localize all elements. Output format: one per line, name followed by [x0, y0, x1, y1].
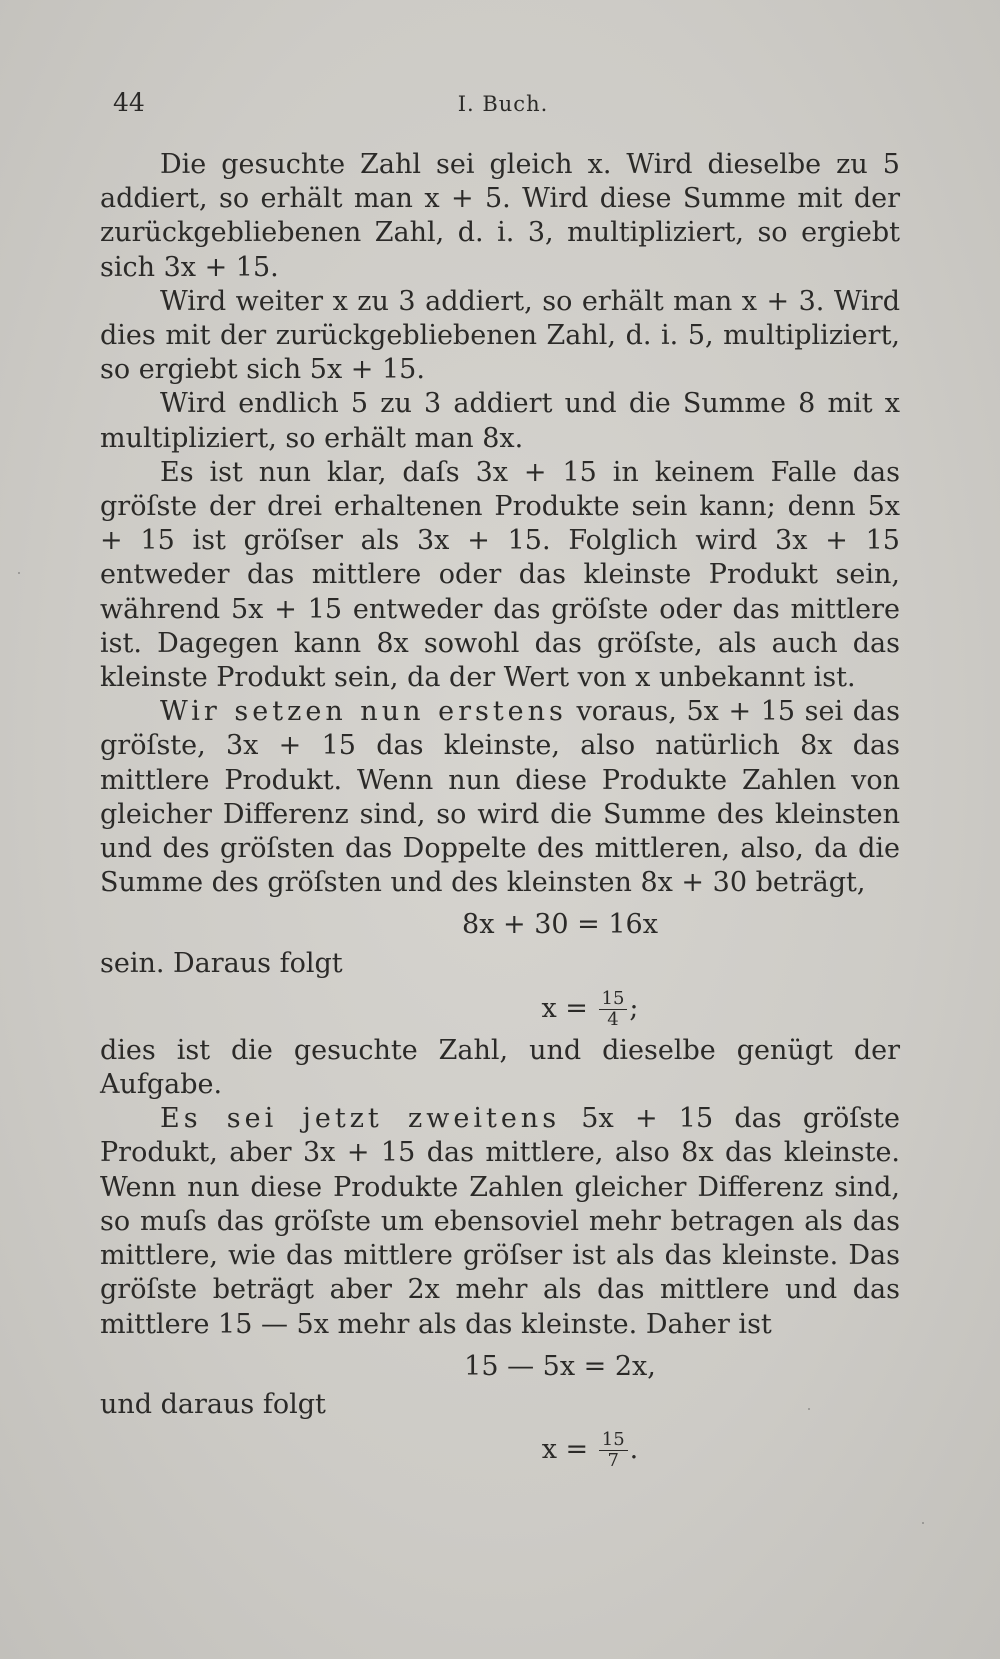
fraction-numerator: 15: [599, 989, 628, 1010]
paragraph-3: Wird endlich 5 zu 3 addiert und die Summe 8 mit x multipliziert, so erhält man 8x.: [100, 388, 900, 454]
paragraph-6: sein. Daraus folgt: [100, 947, 343, 979]
equation-4-lhs: x =: [541, 1434, 589, 1466]
equation-2: [100, 989, 900, 1030]
page-number: 44: [113, 88, 145, 117]
paragraph-7: dies ist die gesuchte Zahl, und dieselbe genügt der Aufgabe.: [100, 1034, 900, 1101]
equation-4: [100, 1430, 900, 1471]
fraction-15-4: [599, 989, 628, 1030]
paragraph-5-text: voraus, 5x + 15 sei das gröſste, 3x + 15 das kleinste, also natürlich 8x das mittlere Produkt. Wenn nun diese Produkte Zahlen von gleicher Differenz sind, so wird die Summe des kleinsten und des gröſsten das Doppelte des mittleren, also, da die Summe des gröſsten und des kleinsten 8x + 30 beträgt,: [100, 696, 900, 899]
running-head: I. Buch.: [457, 92, 549, 116]
paper-fleck: [808, 1408, 810, 1410]
page-body: [100, 148, 900, 1475]
paragraph-8: [100, 1102, 900, 1341]
equation-1: 8x + 30 = 16x: [462, 909, 658, 941]
paragraph-2: Wird weiter x zu 3 addiert, so erhält man x + 3. Wird dies mit der zurückgebliebenen Zahl, d. i. 5, multipliziert, so ergiebt sich 5x + 15.: [100, 285, 900, 386]
equation-2-lhs: x =: [541, 992, 588, 1024]
equation-2-tail: ;: [629, 992, 639, 1024]
paper-fleck: [922, 1522, 924, 1524]
paragraph-8-text: 5x + 15 das gröſste Produkt, aber 3x + 15 das mittlere, also 8x das kleinste. Wenn nun diese Produkte Zahlen gleicher Differenz sind, so muſs das gröſste um ebensoviel mehr betragen als das mittlere, wie das mittlere gröſser ist als das kleinste. Das gröſste beträgt aber 2x mehr als das mittlere und das mittlere 15 — 5x mehr als das kleinste. Daher ist: [100, 1103, 900, 1340]
fraction-15-7: [599, 1430, 628, 1471]
fraction-denominator: 7: [607, 1450, 619, 1472]
paragraph-5: [100, 695, 900, 900]
page-header: [113, 88, 893, 128]
spaced-lead-zweitens: Es sei jetzt zweitens: [160, 1103, 561, 1135]
spaced-lead-erstens: Wir setzen nun erstens: [160, 696, 567, 728]
fraction-numerator: 15: [599, 1430, 628, 1451]
fraction-denominator: 4: [607, 1008, 619, 1030]
paper-fleck: [18, 572, 20, 574]
paragraph-4: Es ist nun klar, daſs 3x + 15 in keinem Falle das gröſste der drei erhaltenen Produkte sein kann; denn 5x + 15 ist gröſser als 3x + 15. Folglich wird 3x + 15 entweder das mittlere oder das kleinste Produkt sein, während 5x + 15 entweder das gröſste oder das mittlere ist. Dagegen kann 8x sowohl das gröſste, als auch das kleinste Produkt sein, da der Wert von x unbekannt ist.: [100, 456, 900, 694]
paragraph-9: und daraus folgt: [100, 1388, 326, 1420]
equation-3: 15 — 5x = 2x,: [464, 1350, 656, 1382]
equation-4-tail: .: [629, 1434, 639, 1466]
paragraph-1: Die gesuchte Zahl sei gleich x. Wird dieselbe zu 5 addiert, so erhält man x + 5. Wird diese Summe mit der zurückgebliebenen Zahl, d. i. 3, multipliziert, so ergiebt sich 3x + 15.: [100, 149, 900, 283]
